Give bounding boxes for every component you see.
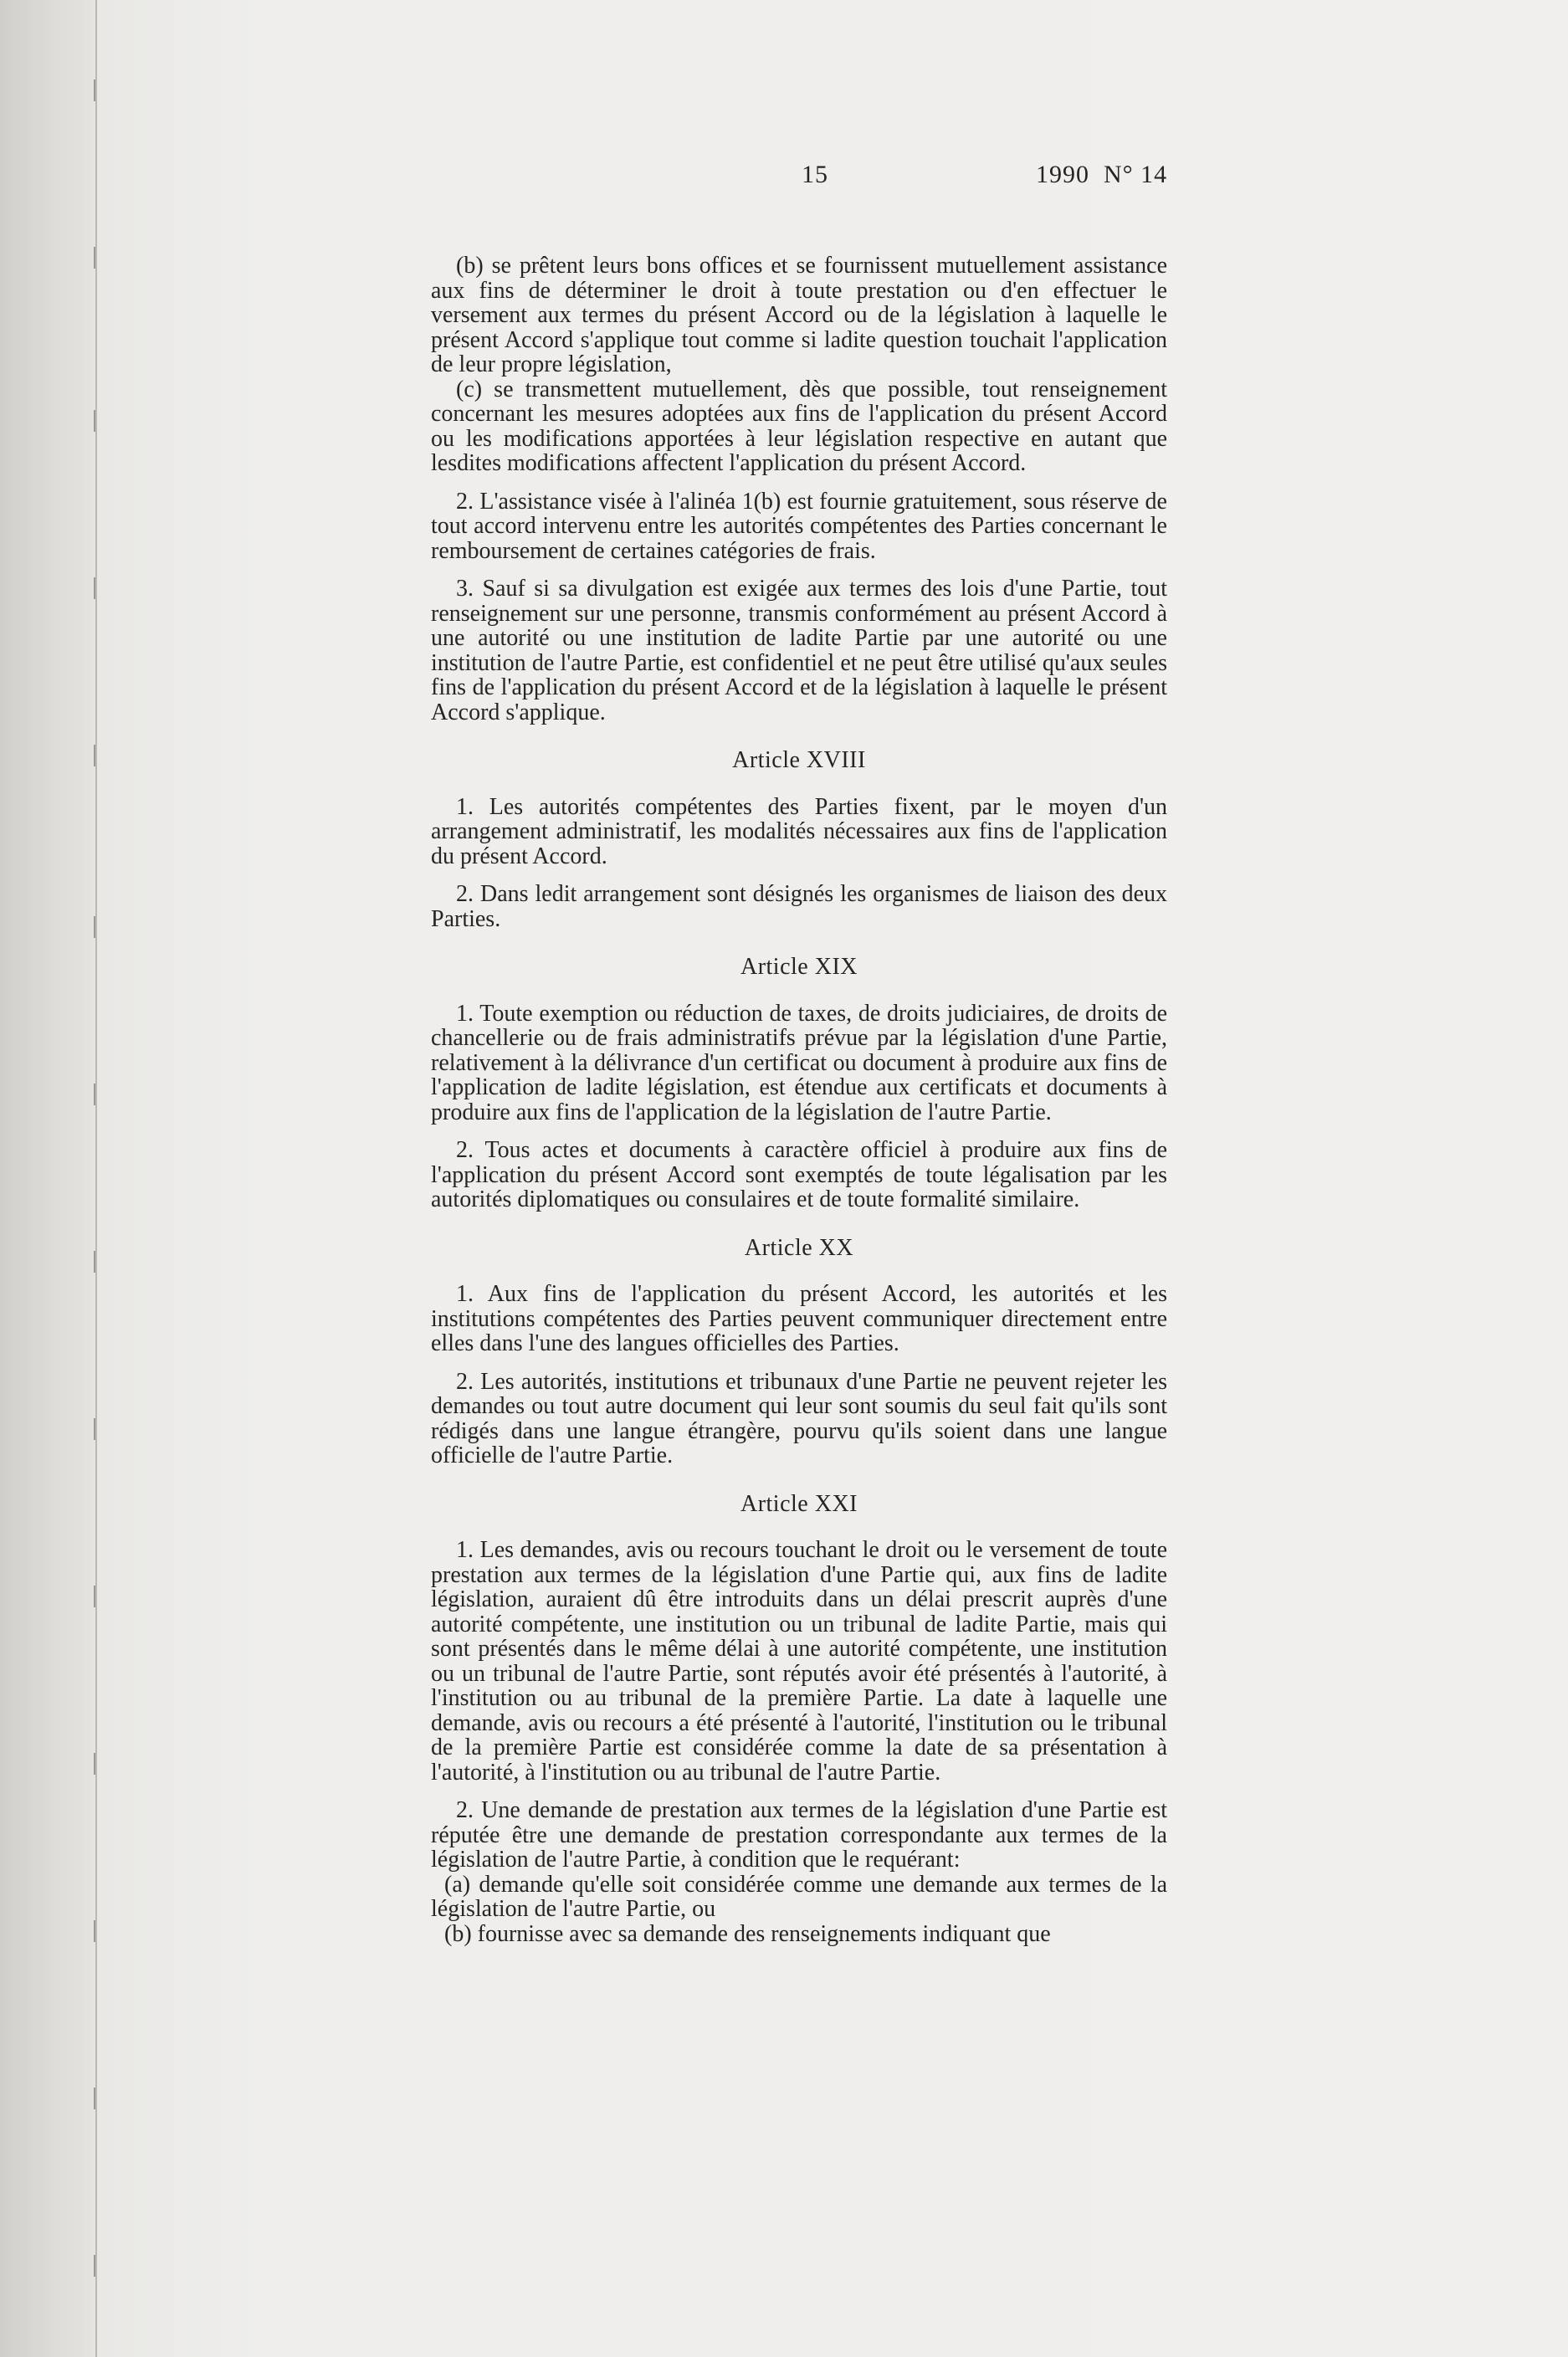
binding-stitch bbox=[89, 1586, 95, 1607]
article-20-title: Article XX bbox=[744, 1234, 854, 1261]
article-19-paragraph-2: 2. Tous actes et documents à caractère officiel à produire aux fins de l'application du présent Accord sont exemptés de toute légalisation par les autorités diplomatiques ou consulaires et de toute formalité similaire. bbox=[431, 1137, 1167, 1212]
article-18-paragraph-2: 2. Dans ledit arrangement sont désignés les organismes de liaison des deux Parties. bbox=[431, 881, 1167, 932]
binding-stitch bbox=[89, 1418, 95, 1440]
article-20-paragraph-2: 2. Les autorités, institutions et tribunaux d'une Partie ne peuvent rejeter les demandes ou tout autre document qui leur sont soumis du seul fait qu'ils sont rédigés dans une langue étrangère, pourvu qu'ils soient dans une langue officielle de l'autre Partie. bbox=[431, 1368, 1167, 1468]
binding-stitch bbox=[89, 247, 95, 269]
article-21-item-b: (b) fournisse avec sa demande des renseignements indiquant que bbox=[444, 1920, 1051, 1947]
binding-stitch bbox=[89, 1753, 95, 1775]
binding-stitch bbox=[89, 916, 95, 938]
binding-stitch bbox=[89, 745, 95, 766]
paragraph-c: (c) se transmettent mutuellement, dès que possible, tout renseignement concernant les mesures adoptées aux fins de l'application du présent Accord ou les modifications apportées à leur législation respective en autant que lesdites modifications affectent l'application du présent Accord. bbox=[431, 376, 1167, 476]
binding-stitch bbox=[89, 2255, 95, 2277]
page-number: 15 bbox=[802, 161, 828, 188]
article-21-item-a: (a) demande qu'elle soit considérée comme une demande aux termes de la législation de l'autre Partie, ou bbox=[431, 1871, 1167, 1922]
page-content bbox=[431, 254, 1167, 1946]
article-21-title: Article XXI bbox=[740, 1490, 858, 1517]
binding-stitch bbox=[89, 1920, 95, 1942]
article-18-paragraph-1: 1. Les autorités compétentes des Parties fixent, par le moyen d'un arrangement administratif, les modalités nécessaires aux fins de l'application du présent Accord. bbox=[431, 793, 1167, 869]
binding-stitch bbox=[89, 1251, 95, 1273]
binding-stitch bbox=[89, 79, 95, 101]
binding-stitch bbox=[89, 410, 95, 432]
binding-stitch bbox=[89, 577, 95, 599]
article-20-paragraph-1: 1. Aux fins de l'application du présent Accord, les autorités et les institutions compétentes des Parties peuvent communiquer directement entre elles dans l'une des langues officielles des Parties. bbox=[431, 1281, 1167, 1356]
article-19-paragraph-1: 1. Toute exemption ou réduction de taxes, de droits judiciaires, de droits de chancellerie ou de frais administratifs prévue par la législation d'une Partie, relativement à la délivrance d'un certificat ou document à produire aux fins de l'application de ladite législation, est étendue aux certificats et documents à produire aux fins de l'application de la législation de l'autre Partie. bbox=[431, 1000, 1167, 1125]
paragraph-3: 3. Sauf si sa divulgation est exigée aux termes des lois d'une Partie, tout renseignement sur une personne, transmis conformément au présent Accord à une autorité ou une institution de ladite Partie par une autorité ou une institution de l'autre Partie, est confidentiel et ne peut être utilisé qu'aux seules fins de l'application du présent Accord et de la législation à laquelle le présent Accord s'applique. bbox=[431, 576, 1167, 725]
article-19-title: Article XIX bbox=[740, 954, 858, 980]
article-21-paragraph-1: 1. Les demandes, avis ou recours touchant le droit ou le versement de toute prestation aux termes de la législation d'une Partie qui, aux fins de ladite législation, auraient dû être introduits dans un délai prescrit auprès d'une autorité compétente, une institution ou un tribunal de ladite Partie, mais qui sont présentés dans le même délai à une autorité compétente, une institution ou un tribunal de l'autre Partie, sont réputés avoir été présentés à l'autorité, à l'institution ou au tribunal de la première Partie. La date à laquelle une demande, avis ou recours a été présenté à l'autorité, l'institution ou le tribunal de la première Partie est considérée comme la date de sa présentation à l'autorité, à l'institution ou au tribunal de l'autre Partie. bbox=[431, 1537, 1167, 1786]
paragraph-b: (b) se prêtent leurs bons offices et se fournissent mutuellement assistance aux fins de déterminer le droit à toute prestation ou d'en effectuer le versement aux termes du présent Accord ou de la législation à laquelle le présent Accord s'applique tout comme si ladite question touchait l'application de leur propre législation, bbox=[431, 253, 1167, 377]
article-18-title: Article XVIII bbox=[732, 747, 866, 773]
article-21-paragraph-2: 2. Une demande de prestation aux termes de la législation d'une Partie est réputée être une demande de prestation correspondante aux termes de la législation de l'autre Partie, à condition que le requérant: bbox=[431, 1797, 1167, 1873]
page-binding bbox=[0, 0, 97, 2357]
paragraph-2: 2. L'assistance visée à l'alinéa 1(b) est fournie gratuitement, sous réserve de tout accord intervenu entre les autorités compétentes des Parties concernant le remboursement de certaines catégories de frais. bbox=[431, 488, 1167, 564]
binding-stitch bbox=[89, 1084, 95, 1105]
binding-stitch bbox=[89, 2088, 95, 2109]
document-reference: 1990 N° 14 bbox=[1036, 161, 1168, 188]
